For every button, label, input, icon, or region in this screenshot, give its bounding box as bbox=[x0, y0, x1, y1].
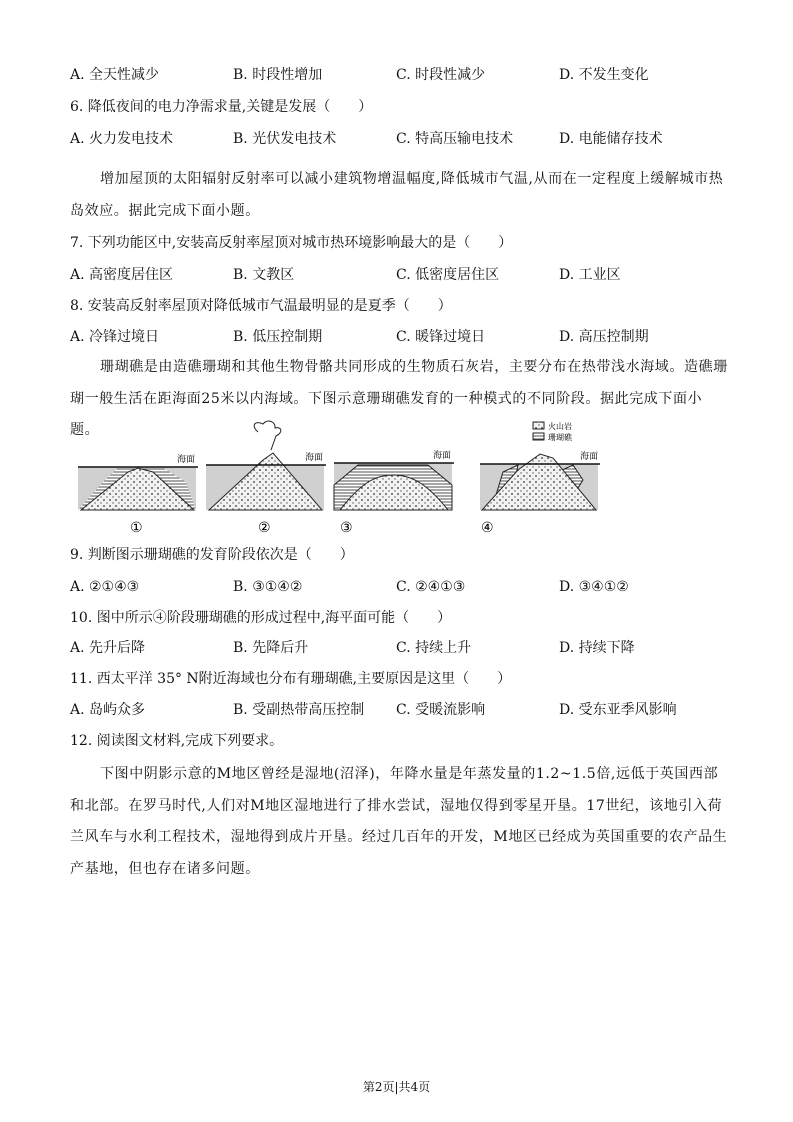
q7-option-b: B. 文教区 bbox=[233, 267, 295, 283]
stage-label: ④ bbox=[481, 520, 494, 536]
q7-stem: 7. 下列功能区中,安装高反射率屋顶对城市热环境影响最大的是（ ） bbox=[70, 235, 513, 251]
q9-option-b: B. ③①④② bbox=[233, 579, 303, 595]
q5-option-a: A. 全天性减少 bbox=[70, 67, 160, 83]
sea-level-label: 海面 bbox=[433, 451, 452, 461]
q11-option-a: A. 岛屿众多 bbox=[70, 702, 146, 718]
q8-option-b: B. 低压控制期 bbox=[233, 329, 323, 345]
q11-option-d: D. 受东亚季风影响 bbox=[559, 702, 677, 718]
sea-level-label: 海面 bbox=[305, 453, 324, 463]
stage-label: ③ bbox=[340, 520, 353, 536]
coral-reef-swatch bbox=[533, 433, 544, 440]
stage-label: ② bbox=[258, 520, 271, 536]
q5-option-d: D. 不发生变化 bbox=[559, 67, 649, 83]
q9-option-d: D. ③④①② bbox=[559, 579, 629, 595]
q6-option-a: A. 火力发电技术 bbox=[70, 131, 174, 147]
q12-passage: 下图中阴影示意的M地区曾经是湿地(沼泽)，年降水量是年蒸发量的1.2~1.5倍,远低于英国西部和北部。在罗马时代,人们对M地区湿地进行了排水尝试，湿地仅得到零星开垦。17世纪，该地引入荷兰风车与水利工程技术，湿地得到成片开垦。经过几百年的开发，M地区已经成为英国重要的农产品生产基地，但也存在诸多问题。 bbox=[70, 766, 728, 877]
q5-option-b: B. 时段性增加 bbox=[233, 67, 323, 83]
q10-option-d: D. 持续下降 bbox=[559, 640, 635, 656]
stage-3 bbox=[334, 449, 454, 536]
legend bbox=[533, 421, 573, 442]
q8-option-d: D. 高压控制期 bbox=[559, 329, 649, 345]
q7-option-a: A. 高密度居住区 bbox=[70, 267, 174, 283]
q6-option-c: C. 特高压输电技术 bbox=[396, 131, 514, 147]
q6-option-b: B. 光伏发电技术 bbox=[233, 131, 337, 147]
q5-option-c: C. 时段性减少 bbox=[396, 67, 486, 83]
q11-option-c: C. 受暖流影响 bbox=[396, 702, 486, 718]
stage-1 bbox=[78, 453, 198, 536]
q9-option-c: C. ②④①③ bbox=[396, 579, 466, 595]
stage-2 bbox=[206, 421, 326, 536]
q7-option-c: C. 低密度居住区 bbox=[396, 267, 500, 283]
q10-option-c: C. 持续上升 bbox=[396, 640, 472, 656]
legend-volcanic-rock: 火山岩 bbox=[548, 422, 572, 431]
q11-option-b: B. 受副热带高压控制 bbox=[233, 702, 365, 718]
coral-reef-stages-figure bbox=[78, 420, 618, 540]
q9-stem: 9. 判断图示珊瑚礁的发育阶段依次是（ ） bbox=[70, 547, 354, 563]
q8-option-c: C. 暖锋过境日 bbox=[396, 329, 486, 345]
page-footer: 第2页|共4页 bbox=[362, 1080, 431, 1094]
q10-option-a: A. 先升后降 bbox=[70, 640, 146, 656]
sea-level-label: 海面 bbox=[177, 455, 196, 465]
q6-stem: 6. 降低夜间的电力净需求量,关键是发展（ ） bbox=[70, 99, 373, 115]
passage-coral-reef: 珊瑚礁是由造礁珊瑚和其他生物骨骼共同形成的生物质石灰岩，主要分布在热带浅水海域。造礁珊瑚一般生活在距海面25米以内海域。下图示意珊瑚礁发育的一种模式的不同阶段。据此完成下面小题。 bbox=[70, 359, 728, 438]
volcanic-rock-swatch bbox=[533, 422, 544, 429]
passage-heat-island: 增加屋顶的太阳辐射反射率可以减小建筑物增温幅度,降低城市气温,从而在一定程度上缓解城市热岛效应。据此完成下面小题。 bbox=[70, 171, 724, 219]
q12-stem: 12. 阅读图文材料,完成下列要求。 bbox=[70, 733, 284, 749]
sea-level-label: 海面 bbox=[580, 452, 599, 462]
q8-option-a: A. 冷锋过境日 bbox=[70, 329, 160, 345]
q11-stem: 11. 西太平洋 35° N附近海域也分布有珊瑚礁,主要原因是这里（ ） bbox=[70, 671, 512, 687]
q10-stem: 10. 图中所示④阶段珊瑚礁的形成过程中,海平面可能（ ） bbox=[70, 610, 452, 626]
stage-4 bbox=[480, 450, 600, 536]
q7-option-d: D. 工业区 bbox=[559, 267, 621, 283]
q6-option-d: D. 电能储存技术 bbox=[559, 131, 663, 147]
q10-option-b: B. 先降后升 bbox=[233, 640, 309, 656]
q9-option-a: A. ②①④③ bbox=[70, 579, 140, 595]
q8-stem: 8. 安装高反射率屋顶对降低城市气温最明显的是夏季（ ） bbox=[70, 298, 452, 314]
legend-coral-reef: 珊瑚礁 bbox=[548, 433, 572, 442]
stage-label: ① bbox=[130, 520, 143, 536]
